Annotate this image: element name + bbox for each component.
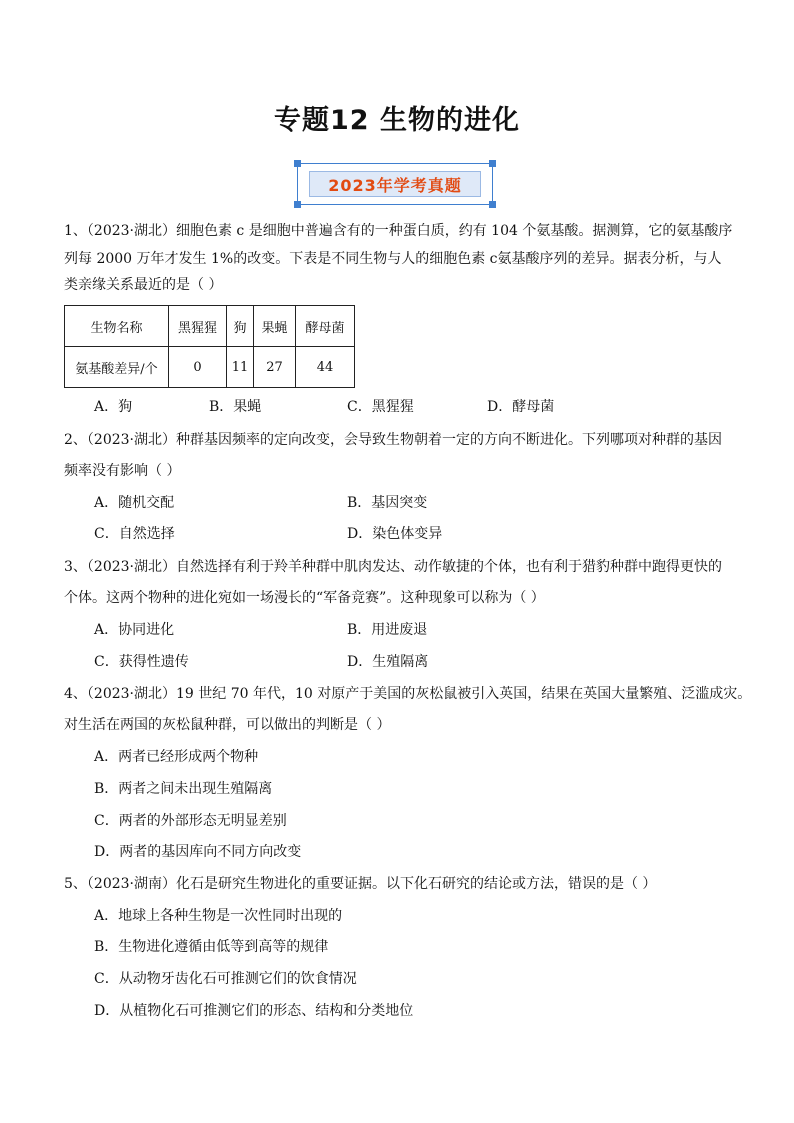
banner-corner: [489, 201, 496, 208]
q1-option: A．狗: [94, 399, 133, 415]
q4-stem-line: 对生活在两国的灰松鼠种群，可以做出的判断是（ ）: [64, 717, 391, 733]
q4-stem-line: 4、（2023·湖北）19 世纪 70 年代，10 对原产于美国的灰松鼠被引入英国，结果在英国大量繁殖、泛滥成灾。: [64, 686, 752, 702]
q2-option: A．随机交配: [94, 495, 175, 511]
q4-option: C．两者的外部形态无明显差别: [94, 813, 287, 829]
table-header-cell: 黑猩猩: [169, 306, 227, 347]
page-title: 专题12 生物的进化: [274, 105, 520, 136]
q5-option: D．从植物化石可推测它们的形态、结构和分类地位: [94, 1003, 414, 1019]
q2-option: B．基因突变: [347, 495, 428, 511]
q2-option: C．自然选择: [94, 526, 175, 542]
q3-option: B．用进废退: [347, 622, 428, 638]
q1-stem-line: 类亲缘关系最近的是（ ）: [64, 277, 223, 293]
table-row: [65, 347, 355, 388]
section-banner: [297, 163, 497, 207]
table-header-cell: 生物名称: [65, 306, 169, 347]
table-header-row: [65, 306, 355, 347]
q3-option: C．获得性遗传: [94, 654, 189, 670]
table-cell: 27: [254, 347, 296, 388]
q5-option: B．生物进化遵循由低等到高等的规律: [94, 939, 329, 955]
table-cell: 44: [296, 347, 355, 388]
q3-option: D．生殖隔离: [347, 654, 429, 670]
banner-corner: [294, 201, 301, 208]
table-cell: 11: [227, 347, 254, 388]
banner-corner: [294, 160, 301, 167]
q1-option: B．果蝇: [209, 399, 262, 415]
table-cell: 氨基酸差异/个: [65, 347, 169, 388]
q1-stem-line: 1、（2023·湖北）细胞色素 c 是细胞中普遍含有的一种蛋白质，约有 104 个氨基酸。据测算，它的氨基酸序: [64, 223, 733, 239]
q5-option: A．地球上各种生物是一次性同时出现的: [94, 908, 343, 924]
q1-stem-line: 列每 2000 万年才发生 1%的改变。下表是不同生物与人的细胞色素 c氨基酸序列的差异。据表分析，与人: [64, 251, 722, 267]
amino-acid-difference-table: [64, 305, 355, 388]
q5-option: C．从动物牙齿化石可推测它们的饮食情况: [94, 971, 357, 987]
table-header-cell: 酵母菌: [296, 306, 355, 347]
table-cell: 0: [169, 347, 227, 388]
q2-stem-line: 2、（2023·湖北）种群基因频率的定向改变，会导致生物朝着一定的方向不断进化。下列哪项对种群的基因: [64, 432, 722, 448]
q4-option: B．两者之间未出现生殖隔离: [94, 781, 273, 797]
banner-label: 2023年学考真题: [309, 171, 481, 197]
q1-option: C．黑猩猩: [347, 399, 414, 415]
banner-corner: [489, 160, 496, 167]
q3-stem-line: 个体。这两个物种的进化宛如一场漫长的“军备竞赛”。这种现象可以称为（ ）: [64, 590, 545, 606]
q4-option: D．两者的基因库向不同方向改变: [94, 844, 302, 860]
q4-option: A．两者已经形成两个物种: [94, 749, 259, 765]
q2-stem-line: 频率没有影响（ ）: [64, 463, 181, 479]
q2-option: D．染色体变异: [347, 526, 443, 542]
table-header-cell: 狗: [227, 306, 254, 347]
q3-option: A．协同进化: [94, 622, 175, 638]
q5-stem-line: 5、（2023·湖南）化石是研究生物进化的重要证据。以下化石研究的结论或方法，错误的是（ ）: [64, 876, 657, 892]
q3-stem-line: 3、（2023·湖北）自然选择有利于羚羊种群中肌肉发达、动作敏捷的个体，也有利于猎豹种群中跑得更快的: [64, 559, 722, 575]
table-header-cell: 果蝇: [254, 306, 296, 347]
q1-option: D．酵母菌: [487, 399, 555, 415]
